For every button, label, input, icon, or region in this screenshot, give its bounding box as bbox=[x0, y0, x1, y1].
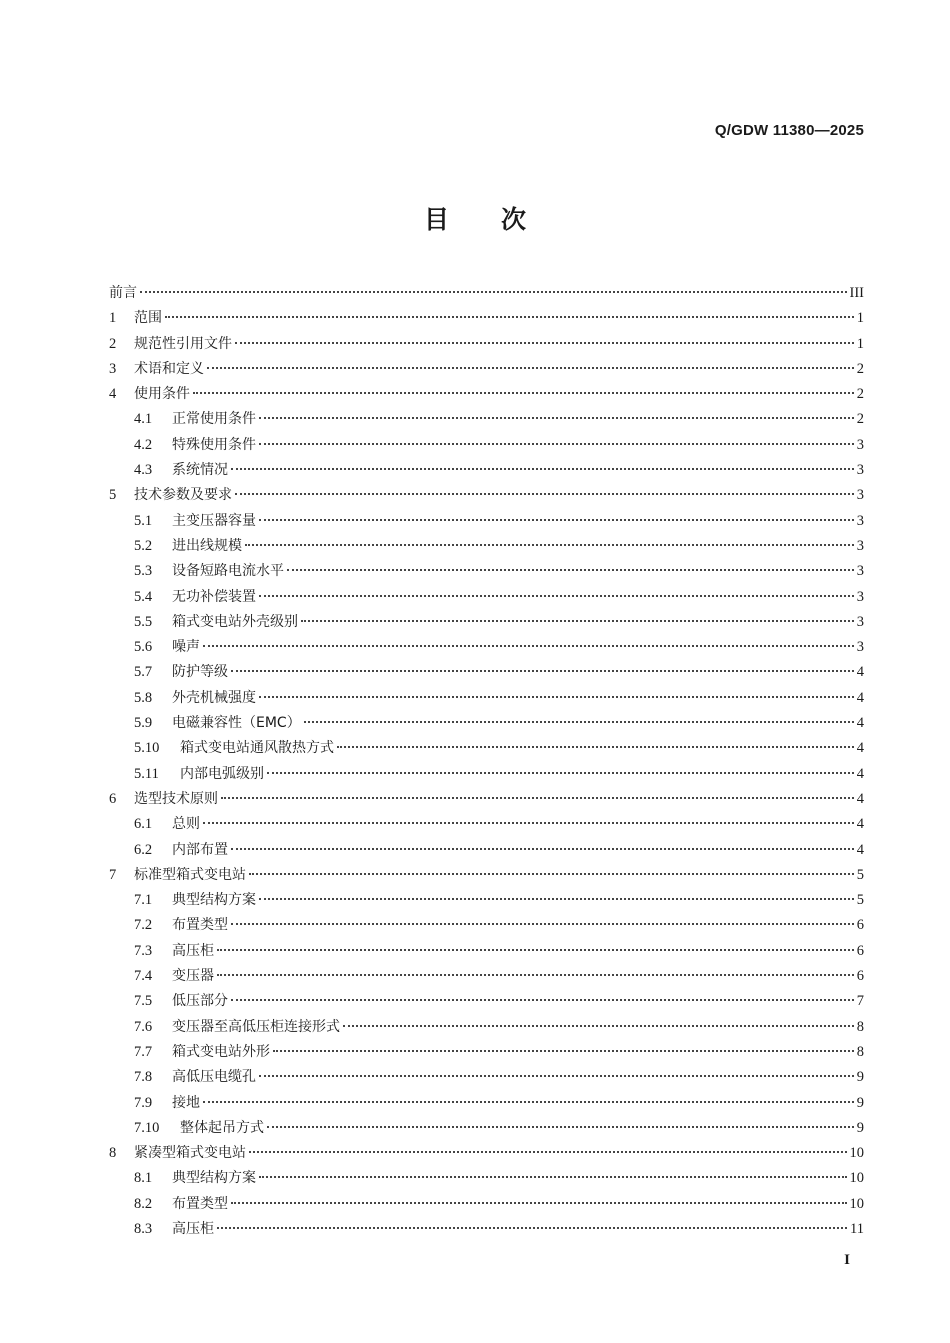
toc-entry-number: 5.6 bbox=[134, 639, 153, 656]
toc-entry-number: 7.7 bbox=[134, 1043, 153, 1060]
toc-entry[interactable] bbox=[109, 711, 864, 736]
toc-dot-leader bbox=[259, 1075, 854, 1077]
toc-entry-title: 术语和定义 bbox=[134, 360, 204, 377]
toc-dot-leader bbox=[235, 493, 854, 495]
toc-entry-title: 典型结构方案 bbox=[172, 1170, 256, 1187]
toc-dot-leader bbox=[203, 645, 854, 647]
toc-entry[interactable] bbox=[109, 534, 864, 559]
toc-dot-leader bbox=[231, 999, 854, 1001]
toc-dot-leader bbox=[217, 949, 854, 951]
toc-dot-leader bbox=[231, 670, 854, 672]
toc-entry-title: 低压部分 bbox=[172, 993, 228, 1010]
toc-entry[interactable] bbox=[109, 585, 864, 610]
toc-dot-leader bbox=[249, 873, 854, 875]
toc-entry-number: 7.3 bbox=[134, 942, 153, 959]
toc-entry-page: 2 bbox=[856, 411, 864, 428]
toc-entry-page: 7 bbox=[856, 993, 864, 1010]
toc-entry-number: 6.2 bbox=[134, 841, 153, 858]
toc-entry-page: 3 bbox=[856, 613, 864, 630]
toc-entry-page: 10 bbox=[849, 1145, 864, 1162]
toc-entry[interactable] bbox=[109, 812, 864, 837]
toc-entry[interactable] bbox=[109, 1065, 864, 1090]
document-code: Q/GDW 11380—2025 bbox=[714, 122, 864, 139]
toc-entry-page: 9 bbox=[856, 1119, 864, 1136]
toc-entry-page: 6 bbox=[856, 968, 864, 985]
toc-entry-number: 5.10 bbox=[134, 740, 160, 757]
toc-entry[interactable] bbox=[109, 686, 864, 711]
toc-entry-title: 设备短路电流水平 bbox=[172, 563, 284, 580]
toc-entry-page: 3 bbox=[856, 436, 864, 453]
toc-entry-title: 箱式变电站通风散热方式 bbox=[180, 740, 334, 757]
toc-entry[interactable] bbox=[109, 1166, 864, 1191]
toc-entry[interactable] bbox=[109, 332, 864, 357]
toc-entry-number: 5.8 bbox=[134, 689, 153, 706]
toc-entry-number: 8 bbox=[109, 1145, 117, 1162]
toc-dot-leader bbox=[301, 620, 854, 622]
toc-entry-title: 高压柜 bbox=[172, 1220, 214, 1237]
toc-entry[interactable] bbox=[109, 1141, 864, 1166]
toc-entry-title: 正常使用条件 bbox=[172, 411, 256, 428]
toc-entry-title: 使用条件 bbox=[134, 386, 190, 403]
toc-entry-number: 7.5 bbox=[134, 993, 153, 1010]
toc-entry[interactable] bbox=[109, 635, 864, 660]
toc-entry-page: 2 bbox=[856, 360, 864, 377]
toc-entry[interactable] bbox=[109, 863, 864, 888]
toc-entry-title: 箱式变电站外壳级别 bbox=[172, 613, 298, 630]
toc-entry-page: 4 bbox=[856, 816, 864, 833]
toc-entry-number: 5.5 bbox=[134, 613, 153, 630]
toc-entry[interactable] bbox=[109, 913, 864, 938]
toc-entry[interactable] bbox=[109, 736, 864, 761]
toc-dot-leader bbox=[337, 746, 854, 748]
toc-dot-leader bbox=[231, 848, 854, 850]
toc-dot-leader bbox=[245, 544, 854, 546]
toc-dot-leader bbox=[193, 392, 854, 394]
toc-entry-page: 3 bbox=[856, 563, 864, 580]
toc-entry[interactable] bbox=[109, 610, 864, 635]
toc-entry-title: 外壳机械强度 bbox=[172, 689, 256, 706]
toc-entry-title: 进出线规模 bbox=[172, 537, 242, 554]
toc-entry-title: 选型技术原则 bbox=[134, 790, 218, 807]
toc-entry-title: 变压器 bbox=[172, 968, 214, 985]
toc-entry[interactable] bbox=[109, 1015, 864, 1040]
toc-dot-leader bbox=[259, 417, 854, 419]
toc-dot-leader bbox=[207, 367, 854, 369]
toc-entry-number: 8.2 bbox=[134, 1195, 153, 1212]
toc-dot-leader bbox=[259, 443, 854, 445]
toc-entry-title: 防护等级 bbox=[172, 664, 228, 681]
toc-entry-title: 布置类型 bbox=[172, 917, 228, 934]
toc-dot-leader bbox=[287, 569, 854, 571]
toc-entry-title: 无功补偿装置 bbox=[172, 588, 256, 605]
toc-entry-page: 4 bbox=[856, 689, 864, 706]
toc-entry-page: III bbox=[849, 285, 864, 301]
toc-entry-page: 4 bbox=[856, 765, 864, 782]
toc-entry-title: 主变压器容量 bbox=[172, 512, 256, 529]
toc-entry-page: 1 bbox=[856, 335, 864, 352]
toc-dot-leader bbox=[249, 1151, 847, 1153]
toc-entry[interactable] bbox=[109, 787, 864, 812]
toc-dot-leader bbox=[231, 1202, 847, 1204]
toc-entry[interactable] bbox=[109, 407, 864, 432]
toc-entry-number: 4.2 bbox=[134, 436, 153, 453]
toc-entry-number: 7.1 bbox=[134, 892, 153, 909]
toc-entry-number: 2 bbox=[109, 335, 117, 352]
toc-entry[interactable] bbox=[109, 306, 864, 331]
toc-dot-leader bbox=[231, 468, 854, 470]
toc-dot-leader bbox=[304, 721, 854, 723]
toc-entry-page: 10 bbox=[849, 1170, 864, 1187]
toc-entry-page: 6 bbox=[856, 917, 864, 934]
table-of-contents bbox=[109, 281, 864, 1242]
toc-entry[interactable] bbox=[109, 458, 864, 483]
toc-entry-page: 4 bbox=[856, 715, 864, 732]
toc-entry[interactable] bbox=[109, 660, 864, 685]
toc-dot-leader bbox=[217, 974, 854, 976]
toc-entry-title: 典型结构方案 bbox=[172, 892, 256, 909]
toc-dot-leader bbox=[259, 1176, 847, 1178]
toc-dot-leader bbox=[267, 772, 854, 774]
toc-entry-number: 7.8 bbox=[134, 1069, 153, 1086]
toc-entry[interactable] bbox=[109, 1091, 864, 1116]
toc-entry-title: 技术参数及要求 bbox=[134, 487, 232, 504]
toc-entry-page: 3 bbox=[856, 462, 864, 479]
toc-entry-number: 3 bbox=[109, 360, 117, 377]
toc-entry-number: 5.9 bbox=[134, 715, 153, 732]
toc-entry[interactable] bbox=[109, 281, 864, 306]
toc-entry-page: 3 bbox=[856, 537, 864, 554]
toc-entry-title: 总则 bbox=[172, 816, 200, 833]
toc-entry-number: 8.3 bbox=[134, 1220, 153, 1237]
toc-entry-number: 5.7 bbox=[134, 664, 153, 681]
toc-entry-number: 8.1 bbox=[134, 1170, 153, 1187]
toc-entry-title: 接地 bbox=[172, 1094, 200, 1111]
toc-entry-title: 紧凑型箱式变电站 bbox=[134, 1145, 246, 1162]
toc-dot-leader bbox=[221, 797, 854, 799]
toc-entry[interactable] bbox=[109, 1217, 864, 1242]
toc-entry-page: 4 bbox=[856, 740, 864, 757]
toc-entry[interactable] bbox=[109, 509, 864, 534]
toc-entry[interactable] bbox=[109, 1192, 864, 1217]
toc-entry[interactable] bbox=[109, 357, 864, 382]
toc-dot-leader bbox=[231, 923, 854, 925]
toc-entry-number: 4 bbox=[109, 386, 117, 403]
toc-entry-number: 7.2 bbox=[134, 917, 153, 934]
toc-dot-leader bbox=[259, 519, 854, 521]
toc-entry-title: 内部电弧级别 bbox=[180, 765, 264, 782]
toc-entry-title: 变压器至高低压柜连接形式 bbox=[172, 1018, 340, 1035]
toc-entry-title: 电磁兼容性（EMC） bbox=[172, 715, 301, 732]
toc-entry-page: 5 bbox=[856, 866, 864, 883]
toc-entry-page: 5 bbox=[856, 892, 864, 909]
page-title: 目次 bbox=[423, 205, 578, 234]
toc-entry-number: 5.3 bbox=[134, 563, 153, 580]
toc-entry-number: 5.4 bbox=[134, 588, 153, 605]
toc-dot-leader bbox=[203, 1101, 854, 1103]
toc-dot-leader bbox=[235, 342, 854, 344]
toc-entry-number: 7.6 bbox=[134, 1018, 153, 1035]
toc-entry-page: 2 bbox=[856, 386, 864, 403]
toc-entry[interactable] bbox=[109, 1040, 864, 1065]
toc-entry-title: 内部布置 bbox=[172, 841, 228, 858]
toc-entry-title: 系统情况 bbox=[172, 462, 228, 479]
toc-entry-page: 6 bbox=[856, 942, 864, 959]
toc-dot-leader bbox=[217, 1227, 847, 1229]
toc-entry[interactable] bbox=[109, 939, 864, 964]
toc-entry-number: 4.1 bbox=[134, 411, 153, 428]
toc-entry-number: 5.2 bbox=[134, 537, 153, 554]
toc-dot-leader bbox=[203, 822, 854, 824]
toc-entry-title: 标准型箱式变电站 bbox=[134, 866, 246, 883]
toc-entry[interactable] bbox=[109, 762, 864, 787]
toc-entry-title: 箱式变电站外形 bbox=[172, 1043, 270, 1060]
toc-dot-leader bbox=[140, 291, 847, 293]
toc-entry-page: 3 bbox=[856, 487, 864, 504]
toc-dot-leader bbox=[343, 1025, 854, 1027]
toc-dot-leader bbox=[267, 1126, 854, 1128]
toc-entry-title: 布置类型 bbox=[172, 1195, 228, 1212]
toc-entry[interactable] bbox=[109, 382, 864, 407]
toc-entry[interactable] bbox=[109, 483, 864, 508]
toc-entry-page: 4 bbox=[856, 790, 864, 807]
toc-entry-page: 9 bbox=[856, 1069, 864, 1086]
toc-entry-page: 9 bbox=[856, 1094, 864, 1111]
page-number: I bbox=[844, 1252, 850, 1268]
toc-dot-leader bbox=[165, 316, 854, 318]
toc-entry-page: 3 bbox=[856, 639, 864, 656]
toc-entry-number: 6 bbox=[109, 790, 117, 807]
toc-entry[interactable] bbox=[109, 888, 864, 913]
toc-entry-number: 5 bbox=[109, 487, 117, 504]
toc-entry-title: 高低压电缆孔 bbox=[172, 1069, 256, 1086]
toc-entry[interactable] bbox=[109, 559, 864, 584]
toc-entry-number: 7.10 bbox=[134, 1119, 160, 1136]
toc-dot-leader bbox=[259, 595, 854, 597]
toc-entry-number: 5.1 bbox=[134, 512, 153, 529]
toc-entry-page: 11 bbox=[850, 1220, 864, 1237]
toc-entry[interactable] bbox=[109, 838, 864, 863]
toc-entry-page: 4 bbox=[856, 664, 864, 681]
toc-entry-number: 6.1 bbox=[134, 816, 153, 833]
toc-entry-title: 整体起吊方式 bbox=[180, 1119, 264, 1136]
toc-entry-number: 4.3 bbox=[134, 462, 153, 479]
toc-entry[interactable] bbox=[109, 989, 864, 1014]
toc-entry-page: 8 bbox=[856, 1043, 864, 1060]
toc-entry[interactable] bbox=[109, 433, 864, 458]
toc-entry-number: 7 bbox=[109, 866, 117, 883]
toc-entry-title: 噪声 bbox=[172, 639, 200, 656]
toc-dot-leader bbox=[259, 898, 854, 900]
toc-entry[interactable] bbox=[109, 964, 864, 989]
toc-entry[interactable] bbox=[109, 1116, 864, 1141]
toc-entry-number: 7.9 bbox=[134, 1094, 153, 1111]
toc-entry-page: 1 bbox=[856, 310, 864, 327]
toc-entry-page: 4 bbox=[856, 841, 864, 858]
toc-entry-page: 3 bbox=[856, 512, 864, 529]
toc-entry-title: 特殊使用条件 bbox=[172, 436, 256, 453]
toc-dot-leader bbox=[259, 696, 854, 698]
toc-entry-title: 前言 bbox=[109, 285, 137, 301]
toc-entry-title: 规范性引用文件 bbox=[134, 335, 232, 352]
toc-entry-title: 高压柜 bbox=[172, 942, 214, 959]
toc-entry-number: 7.4 bbox=[134, 968, 153, 985]
toc-entry-page: 8 bbox=[856, 1018, 864, 1035]
toc-dot-leader bbox=[273, 1050, 854, 1052]
toc-entry-number: 1 bbox=[109, 310, 117, 327]
toc-entry-page: 3 bbox=[856, 588, 864, 605]
toc-entry-title: 范围 bbox=[134, 310, 162, 327]
toc-entry-number: 5.11 bbox=[134, 765, 159, 782]
toc-entry-page: 10 bbox=[849, 1195, 864, 1212]
